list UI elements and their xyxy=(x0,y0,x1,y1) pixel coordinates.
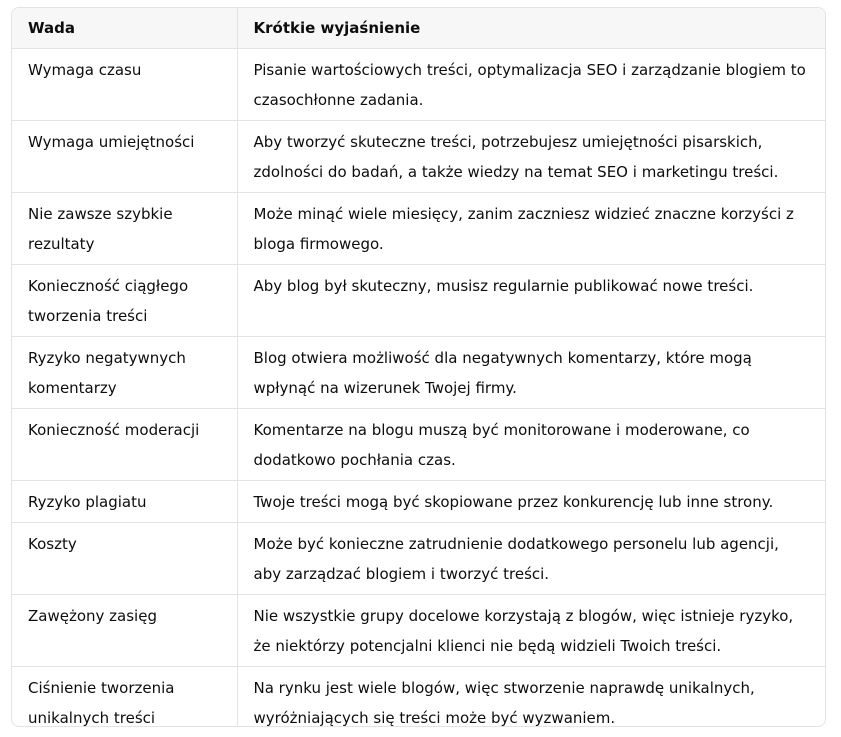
cell-opis: Komentarze na blogu muszą być monitorowane i moderowane, co dodatkowo pochłania czas. xyxy=(237,409,825,481)
cell-opis: Blog otwiera możliwość dla negatywnych komentarzy, które mogą wpłynąć na wizerunek Twojej firmy. xyxy=(237,337,825,409)
cell-opis: Na rynku jest wiele blogów, więc stworzenie naprawdę unikalnych, wyróżniających się treści może być wyzwaniem. xyxy=(237,667,825,728)
cell-wada: Konieczność moderacji xyxy=(12,409,237,481)
table-header xyxy=(12,8,825,49)
header-wyjasnienie: Krótkie wyjaśnienie xyxy=(237,8,825,49)
table-row xyxy=(12,409,825,481)
cell-wada: Wymaga czasu xyxy=(12,49,237,121)
disadvantages-table-container xyxy=(11,7,826,727)
table-row xyxy=(12,595,825,667)
cell-wada: Konieczność ciągłego tworzenia treści xyxy=(12,265,237,337)
cell-wada: Ryzyko plagiatu xyxy=(12,481,237,523)
cell-opis: Twoje treści mogą być skopiowane przez konkurencję lub inne strony. xyxy=(237,481,825,523)
header-wada: Wada xyxy=(12,8,237,49)
cell-wada: Ciśnienie tworzenia unikalnych treści xyxy=(28,679,175,727)
cell-wada: Wymaga umiejętności xyxy=(12,121,237,193)
cell-opis: Aby tworzyć skuteczne treści, potrzebujesz umiejętności pisarskich, zdolności do badań, a także wiedzy na temat SEO i marketingu treści. xyxy=(237,121,825,193)
table-row xyxy=(12,667,825,728)
cell-opis: Aby blog był skuteczny, musisz regularnie publikować nowe treści. xyxy=(237,265,825,337)
table-row xyxy=(12,49,825,121)
table-row xyxy=(12,265,825,337)
disadvantages-table xyxy=(12,8,825,727)
table-row xyxy=(12,337,825,409)
cell-wada: Zawężony zasięg xyxy=(12,595,237,667)
cell-opis: Może być konieczne zatrudnienie dodatkowego personelu lub agencji, aby zarządzać blogiem i tworzyć treści. xyxy=(237,523,825,595)
table-row xyxy=(12,481,825,523)
cell-wada: Ryzyko negatywnych komentarzy xyxy=(12,337,237,409)
cell-opis: Pisanie wartościowych treści, optymalizacja SEO i zarządzanie blogiem to czasochłonne zadania. xyxy=(237,49,825,121)
cell-opis: Może minąć wiele miesięcy, zanim zaczniesz widzieć znaczne korzyści z bloga firmowego. xyxy=(237,193,825,265)
table-row xyxy=(12,523,825,595)
cell-opis: Nie wszystkie grupy docelowe korzystają z blogów, więc istnieje ryzyko, że niektórzy potencjalni klienci nie będą widzieli Twoich treści. xyxy=(237,595,825,667)
cell-wada: Nie zawsze szybkie rezultaty xyxy=(12,193,237,265)
cell-wada: Koszty xyxy=(12,523,237,595)
table-row xyxy=(12,121,825,193)
table-body xyxy=(12,49,825,728)
table-row xyxy=(12,193,825,265)
header-row xyxy=(12,8,825,49)
